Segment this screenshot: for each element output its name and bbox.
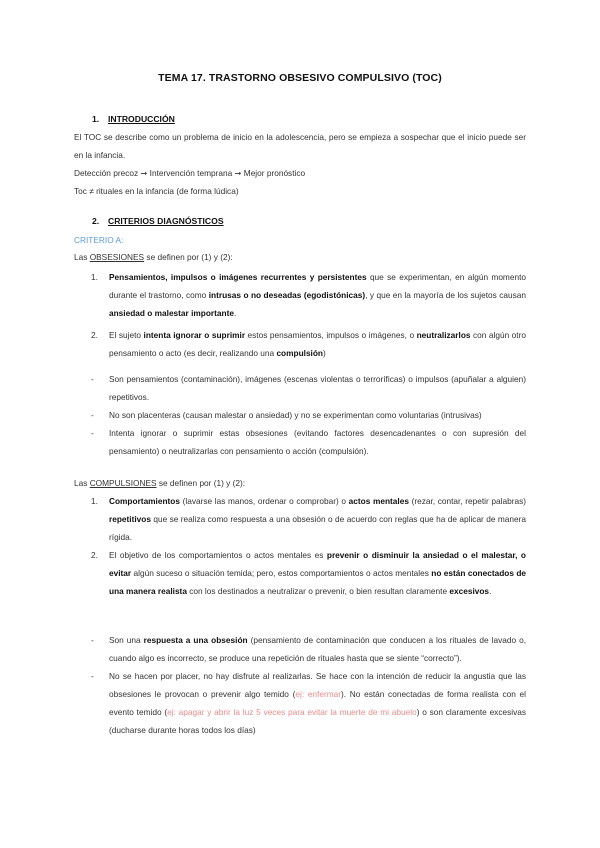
list-item: - Son una respuesta a una obsesión (pensamiento de contaminación que conducen a los rituales de lavado o, cuando algo es incorrecto, se produce una repetición de rituales hasta que se siente “correcto”).: [91, 635, 527, 663]
page-title: TEMA 17. TRASTORNO OBSESIVO COMPULSIVO (TOC): [158, 72, 442, 84]
list-item: 2. El sujeto intenta ignorar o suprimir estos pensamientos, impulsos o imágenes, o neutralizarlos con algún otro pensamiento o acto (es decir, realizando una compulsión): [91, 330, 526, 358]
section-number: 2.: [92, 216, 100, 226]
section-title: CRITERIOS DIAGNÓSTICOS: [108, 216, 224, 226]
list-item: - No se hacen por placer, no hay disfrute al realizarlas. Se hace con la intención de reducir la angustia que las obsesiones le provocan o prevenir algo temido (ej: enfermar). No están conectadas de forma realista con el evento temido (ej: apagar y abrir la luz 5 veces para evitar la muerte de mi abuelo) o son claramente excesivas (ducharse durante horas todos los días): [91, 671, 526, 735]
compulsiones-intro-text: Las COMPULSIONES se definen por (1) y (2):: [74, 478, 246, 488]
deteccion-line: [74, 164, 526, 182]
toc-rituales-text: Toc ≠ rituales en la infancia (de forma lúdica): [74, 186, 239, 196]
example-text: ej: enfermar: [295, 689, 342, 699]
toc-rituales-line: [74, 182, 526, 200]
section-heading-criterios: [92, 216, 224, 226]
intro-paragraph: [74, 128, 526, 164]
list-item: - Son pensamientos (contaminación), imágenes (escenas violentas o terroríficas) o impulsos (apuñalar a alguien) repetitivos.: [91, 374, 526, 402]
list-item: 1. Comportamientos (lavarse las manos, ordenar o comprobar) o actos mentales (rezar, contar, repetir palabras) repetitivos que se realiza como respuesta a una obsesión o de acuerdo con reglas que ha de aplicar de manera rígida.: [91, 496, 527, 542]
obsesiones-list: [74, 268, 526, 362]
list-item: - Intenta ignorar o suprimir estas obsesiones (evitando factores desencadenantes o con supresión del pensamiento) o neutralizarlas con pensamiento o acción (compulsión).: [91, 428, 526, 456]
list-item: 1. Pensamientos, impulsos o imágenes recurrentes y persistentes que se experimentan, en algún momento durante el trastorno, como intrusas o no deseadas (egodistónicas), y que en la mayoría de los sujetos causan ansiedad o malestar importante.: [91, 272, 527, 318]
section-number: 1.: [92, 114, 100, 124]
compulsiones-list: [74, 492, 526, 600]
obsesiones-intro-text: Las OBSESIONES se definen por (1) y (2):: [74, 252, 233, 262]
section-heading-introduccion: [92, 114, 175, 124]
obsesiones-bullets: [74, 370, 526, 460]
example-text: ej: apagar y abrir la luz 5 veces para evitar la muerte de mi abuelo: [167, 707, 417, 717]
deteccion-text: Detección precoz ➞ Intervención temprana ➞ Mejor pronóstico: [74, 168, 306, 178]
compulsiones-bullets: [74, 631, 526, 739]
obsesiones-intro: [74, 248, 526, 266]
list-item: - No son placenteras (causan malestar o ansiedad) y no se experimentan como voluntarias (intrusivas): [91, 410, 482, 420]
list-item: 2. El objetivo de los comportamientos o actos mentales es prevenir o disminuir la ansiedad o el malestar, o evitar algún suceso o situación temida; pero, estos comportamientos o actos mentales no están conectados de una manera realista con los destinados a neutralizar o prevenir, o bien resultan claramente excesivos.: [91, 550, 527, 596]
section-title: INTRODUCCIÓN: [108, 114, 175, 124]
intro-text: El TOC se describe como un problema de inicio en la adolescencia, pero se empieza a sospechar que el inicio puede ser en la infancia.: [74, 132, 526, 160]
criterio-a-text: CRITERIO A:: [74, 235, 124, 245]
criterio-a-label: [74, 231, 526, 249]
compulsiones-intro: [74, 474, 526, 492]
